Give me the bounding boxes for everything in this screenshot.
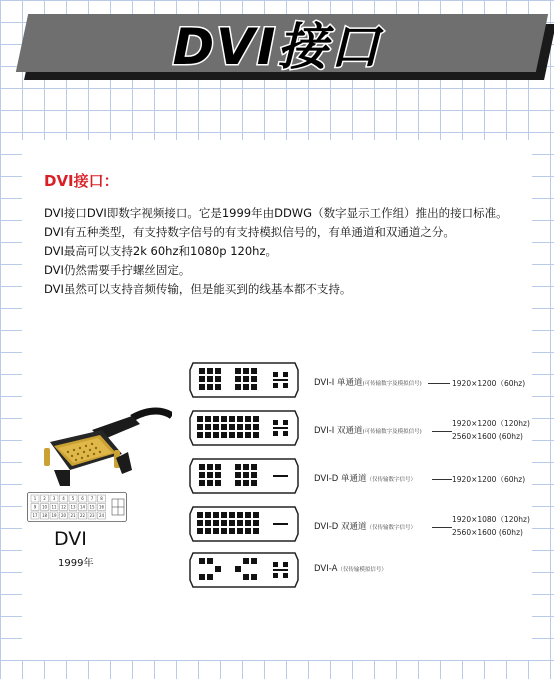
pin-number: 15 xyxy=(89,504,95,510)
pin-number: 7 xyxy=(90,496,94,502)
pin-number: 16 xyxy=(98,504,105,510)
port-label-dvi-a: DVI-A（仅传输模拟信号） xyxy=(314,564,387,574)
leader-line xyxy=(428,383,450,384)
dvi-i-dual-port-icon xyxy=(189,410,299,446)
port-spec: 1920×1200（120hz) xyxy=(452,419,530,428)
pin-number: 18 xyxy=(41,513,48,519)
pin-number: 17 xyxy=(32,513,38,519)
description-line: DVI最高可以支持2k 60hz和1080p 120hz。 xyxy=(44,244,277,258)
port-label-dvi-i-dual: DVI-I 双通道(可传输数字及模拟信号) xyxy=(314,426,422,436)
port-spec: 2560×1600 (60hz) xyxy=(452,528,523,537)
port-label-dvi-d-dual: DVI-D 双通道（仅传输数字信号） xyxy=(314,522,417,532)
description-line: DVI接口DVI即数字视频接口。它是1999年由DDWG（数字显示工作组）推出的接口标准。 xyxy=(44,206,508,220)
pin-number: 3 xyxy=(52,496,56,502)
dvi-d-single-port-icon xyxy=(189,458,299,494)
pin-number: 14 xyxy=(79,504,86,510)
pin-number: 4 xyxy=(62,496,65,502)
pin-number: 24 xyxy=(98,513,105,519)
pin-number: 11 xyxy=(51,504,57,510)
connector-year: 1999年 xyxy=(58,558,94,569)
leader-line xyxy=(432,431,452,432)
description-text xyxy=(44,204,508,299)
port-spec: 2560×1600 (60hz) xyxy=(452,432,523,441)
pin-number: 19 xyxy=(51,513,57,519)
port-label-dvi-d-single: DVI-D 单通道（仅传输数字信号） xyxy=(314,474,417,484)
port-spec: 1920×1200（60hz) xyxy=(452,379,526,388)
pin-number: 22 xyxy=(79,513,86,519)
pin-number: 2 xyxy=(43,496,46,502)
page-title: DVI接口 xyxy=(172,18,382,76)
description-line: DVI虽然可以支持音频传输，但是能买到的线基本都不支持。 xyxy=(44,282,352,296)
dvi-connector-image xyxy=(32,390,172,500)
pin-number: 12 xyxy=(60,504,67,510)
pin-number: 23 xyxy=(89,513,95,519)
pin-number: 21 xyxy=(70,513,76,519)
pin-number: 9 xyxy=(33,504,37,510)
connector-label: DVI xyxy=(54,528,87,550)
pin-number: 5 xyxy=(71,496,75,502)
dvi-d-dual-port-icon xyxy=(189,506,299,542)
pin-number: 8 xyxy=(100,496,103,502)
dvi-a-port-icon xyxy=(189,552,299,588)
content-card xyxy=(22,140,532,660)
description-line: DVI有五种类型，有支持数字信号的有支持模拟信号的，有单通道和双通道之分。 xyxy=(44,225,455,239)
pin-number: 10 xyxy=(41,504,48,510)
leader-line xyxy=(432,527,452,528)
port-spec: 1920×1200（60hz) xyxy=(452,475,526,484)
port-label-dvi-i-single: DVI-I 单通道(可传输数字及模拟信号) xyxy=(314,378,422,388)
dvi-i-single-port-icon xyxy=(189,362,299,398)
port-spec: 1920×1080（120hz) xyxy=(452,515,530,524)
pin-diagram xyxy=(27,492,127,522)
description-line: DVI仍然需要手拧螺丝固定。 xyxy=(44,263,191,277)
pin-number: 13 xyxy=(70,504,76,510)
section-title: DVI接口： xyxy=(44,172,119,190)
pin-number: 6 xyxy=(81,496,84,502)
pin-number: 1 xyxy=(33,496,37,502)
pin-number: 20 xyxy=(60,513,67,519)
leader-line xyxy=(432,479,452,480)
